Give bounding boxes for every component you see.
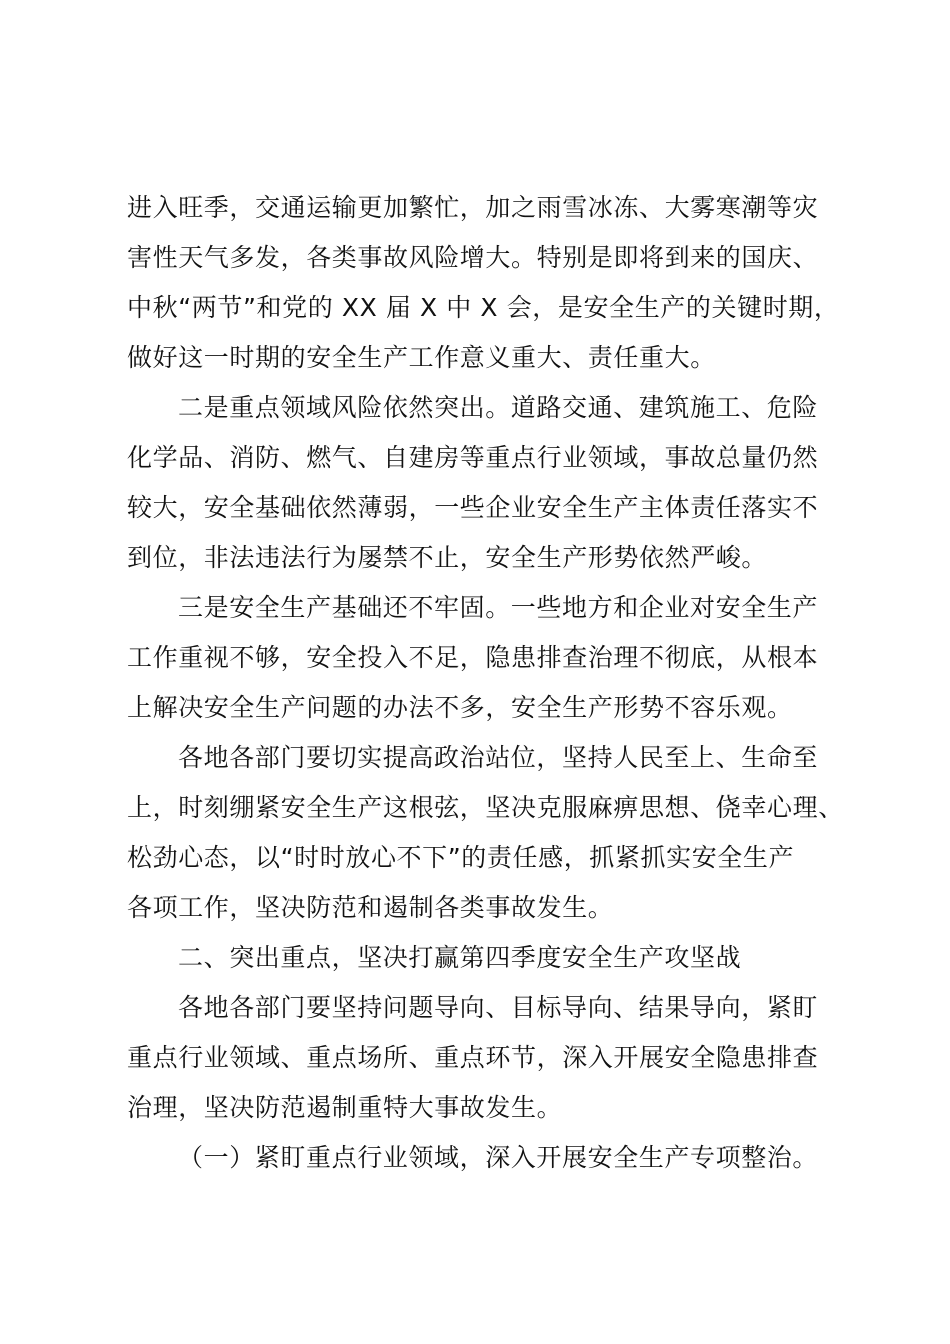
- text-line: 到位，非法违法行为屡禁不止，安全生产形势依然严峻。: [127, 543, 768, 572]
- text-line: 治理，坚决防范遏制重特大事故发生。: [127, 1093, 563, 1122]
- section-heading: 二、突出重点，坚决打赢第四季度安全生产攻坚战: [178, 943, 742, 972]
- text-line: 较大，安全基础依然薄弱，一些企业安全生产主体责任落实不: [127, 493, 819, 522]
- text-line: 松劲心态，以“时时放心不下”的责任感，抓紧抓实安全生产: [127, 843, 795, 872]
- paragraph-start-line: 各地各部门要坚持问题导向、目标导向、结果导向，紧盯: [178, 993, 819, 1022]
- text-line: 工作重视不够，安全投入不足，隐患排查治理不彻底，从根本: [127, 643, 819, 672]
- paragraph-start-line: 二是重点领域风险依然突出。道路交通、建筑施工、危险: [178, 393, 819, 422]
- text-line: 上，时刻绷紧安全生产这根弦，坚决克服麻痹思想、侥幸心理、: [127, 793, 844, 822]
- text-line: 进入旺季，交通运输更加繁忙，加之雨雪冰冻、大雾寒潮等灾: [127, 193, 819, 222]
- body-text: [127, 183, 847, 1183]
- paragraph-start-line: 三是安全生产基础还不牢固。一些地方和企业对安全生产: [178, 593, 819, 622]
- subsection-heading: （一）紧盯重点行业领域，深入开展安全生产专项整治。: [178, 1143, 819, 1172]
- text-line: 中秋“两节”和党的 XX 届 X 中 X 会，是安全生产的关键时期，: [127, 293, 840, 322]
- paragraph-start-line: 各地各部门要切实提高政治站位，坚持人民至上、生命至: [178, 743, 819, 772]
- text-line: 害性天气多发，各类事故风险增大。特别是即将到来的国庆、: [127, 243, 819, 272]
- text-line: 各项工作，坚决防范和遏制各类事故发生。: [127, 893, 614, 922]
- text-line: 化学品、消防、燃气、自建房等重点行业领域，事故总量仍然: [127, 443, 819, 472]
- text-line: 重点行业领域、重点场所、重点环节，深入开展安全隐患排查: [127, 1043, 819, 1072]
- text-line: 上解决安全生产问题的办法不多，安全生产形势不容乐观。: [127, 693, 793, 722]
- text-line: 做好这一时期的安全生产工作意义重大、责任重大。: [127, 343, 716, 372]
